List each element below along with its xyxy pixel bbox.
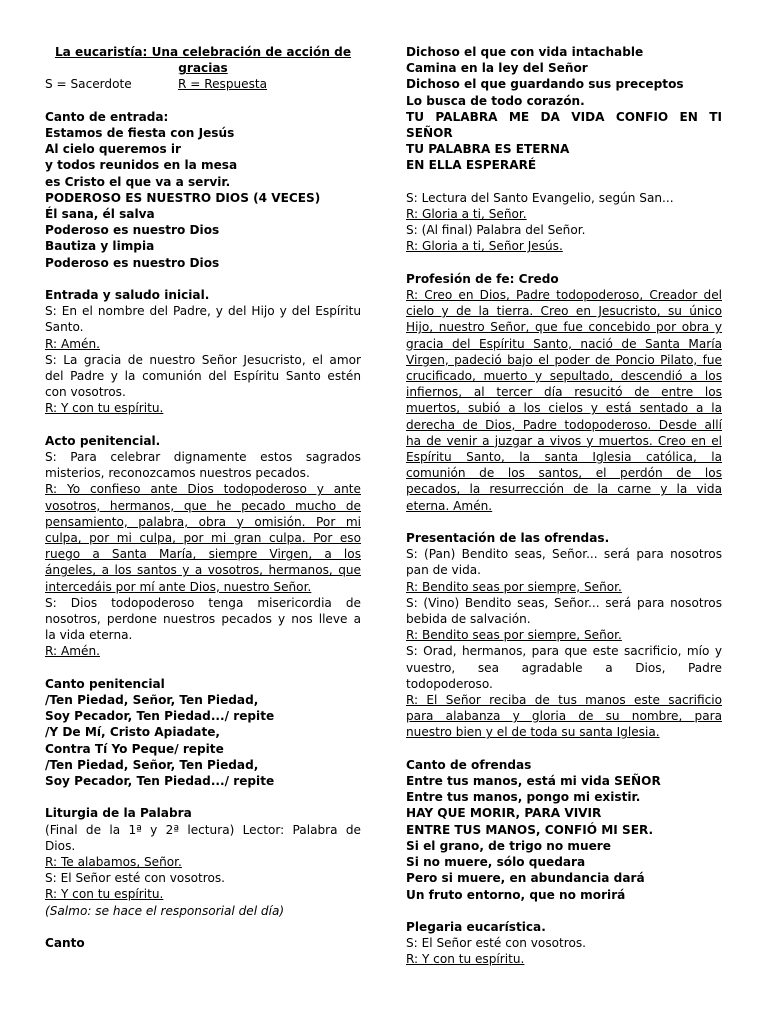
bold-text-line: HAY QUE MORIR, PARA VIVIR (406, 806, 602, 821)
text-line: la vida eterna. (45, 628, 133, 643)
bold-text-line: Entre tus manos, está mi vida SEÑOR (406, 774, 661, 789)
response-line: R: Y con tu espíritu. (406, 952, 525, 967)
blank-line (406, 174, 722, 190)
blank-line (406, 741, 722, 757)
text-line: S: Para celebrar dignamente estos sagrados (45, 450, 361, 465)
bold-text-line: Dichoso el que guardando sus preceptos (406, 77, 684, 92)
text-line: S: (Al final) Palabra del Señor. (406, 223, 586, 238)
legend-sacerdote: S = Sacerdote (45, 77, 132, 92)
bold-text-line: Canto de ofrendas (406, 757, 532, 772)
response-line: muertos, subió a los cielos y está sentado a la (406, 401, 722, 416)
response-line: derecha de Dios, Padre todopoderoso. Desde allí (406, 417, 722, 432)
response-line: R: El Señor reciba de tus manos este sacrificio (406, 693, 722, 708)
blank-line (45, 271, 361, 287)
text-line: S: (Pan) Bendito seas, Señor... será para nosotros (406, 547, 722, 562)
bold-text-line: Un fruto entorno, que no morirá (406, 887, 626, 902)
response-line: R: Te alabamos, Señor. (45, 855, 182, 870)
bold-text-line: Bautiza y limpia (45, 239, 155, 254)
text-line: S: El Señor esté con vosotros. (45, 871, 226, 886)
response-line: R: Amén. (45, 336, 100, 351)
left-column (45, 44, 361, 951)
response-line: ha de venir a juzgar a vivos y muertos. Creo en el (406, 433, 722, 448)
bold-text-line: es Cristo el que va a servir. (45, 174, 231, 189)
response-line: intercedáis por mí ante Dios, nuestro Señor. (45, 579, 312, 594)
response-line: R: Y con tu espíritu. (45, 887, 164, 902)
response-line: R: Creo en Dios, Padre todopoderoso, Creador del (406, 288, 722, 303)
response-line: R: Yo confieso ante Dios todopoderoso y ante (45, 482, 361, 497)
text-line: S: Dios todopoderoso tenga misericordia de (45, 595, 361, 610)
bold-text-line: Poderoso es nuestro Dios (45, 223, 220, 238)
blank-line (45, 789, 361, 805)
bold-text-line: Entre tus manos, pongo mi existir. (406, 790, 641, 805)
response-line: culpa, por mi culpa, por mi gran culpa. Por eso (45, 531, 361, 546)
italic-note-line: (Salmo: se hace el responsorial del día) (45, 903, 285, 918)
response-line: R: Y con tu espíritu. (45, 401, 164, 416)
bold-text-line: /Ten Piedad, Señor, Ten Piedad, (45, 757, 259, 772)
response-line: R: Gloria a ti, Señor Jesús. (406, 239, 563, 254)
bold-text-line: Dichoso el que con vida intachable (406, 45, 644, 59)
response-line: ruego a Santa María, siempre Virgen, a los (45, 547, 361, 562)
bold-text-line: Si no muere, sólo quedara (406, 855, 586, 870)
blank-line (406, 514, 722, 530)
response-line: nuestro bien y el de toda su santa Iglesia. (406, 725, 660, 740)
response-line: ángeles, a los santos y a vosotros, hermanos, que (45, 563, 361, 578)
text-line: vuestro, sea agradable a Dios, Padre (406, 660, 722, 675)
bold-text-line: Canto de entrada: (45, 109, 169, 124)
response-line: R: Gloria a ti, Señor. (406, 207, 527, 222)
response-line: comunión de los santos, el perdón de los (406, 466, 722, 481)
text-line: (Final de la 1ª y 2ª lectura) Lector: Palabra de (45, 822, 361, 837)
bold-text-line: EN ELLA ESPERARÉ (406, 158, 537, 173)
text-line: Santo. (45, 320, 84, 335)
blank-line (45, 93, 361, 109)
response-line: Espíritu Santo, la santa Iglesia católica, la (406, 450, 722, 465)
response-line: pecados, la resurrección de la carne y la vida (406, 482, 722, 497)
text-line: S: (Vino) Bendito seas, Señor... será para nosotros (406, 595, 722, 610)
bold-text-line: Canto penitencial (45, 676, 165, 691)
response-line: eterna. Amén. (406, 498, 493, 513)
bold-text-line: y todos reunidos en la mesa (45, 158, 238, 173)
bold-text-line: Liturgia de la Palabra (45, 806, 192, 821)
bold-text-line: Canto (45, 936, 85, 951)
bold-text-line: Lo busca de todo corazón. (406, 93, 585, 108)
text-line: S: La gracia de nuestro Señor Jesucristo, el amor (45, 352, 361, 367)
blank-line (45, 660, 361, 676)
text-line: S: El Señor esté con vosotros. (406, 936, 587, 951)
bold-text-line: Contra Tí Yo Peque/ repite (45, 741, 224, 756)
text-line: bebida de salvación. (406, 612, 531, 627)
blank-line (45, 919, 361, 935)
bold-text-line: Plegaria eucarística. (406, 919, 546, 934)
text-line: pan de vida. (406, 563, 482, 578)
bold-text-line: Al cielo queremos ir (45, 142, 181, 157)
text-line: S: Lectura del Santo Evangelio, según San... (406, 190, 674, 205)
bold-text-line: Acto penitencial. (45, 433, 161, 448)
response-line: R: Bendito seas por siempre, Señor. (406, 579, 622, 594)
right-column (406, 44, 722, 968)
bold-text-line: Soy Pecador, Ten Piedad.../ repite (45, 709, 275, 724)
legend-respuesta: R = Respuesta (178, 77, 268, 92)
response-line: R: Bendito seas por siempre, Señor. (406, 628, 622, 643)
text-line: Dios. (45, 838, 76, 853)
bold-text-line: TU PALABRA ES ETERNA (406, 142, 570, 157)
response-line: Virgen, padeció bajo el poder de Poncio Pilato, fue (406, 352, 722, 367)
bold-text-line: Soy Pecador, Ten Piedad.../ repite (45, 774, 275, 789)
bold-text-line: PODEROSO ES NUESTRO DIOS (4 VECES) (45, 190, 321, 205)
bold-text-line: /Ten Piedad, Señor, Ten Piedad, (45, 693, 259, 708)
text-line: S: En el nombre del Padre, y del Hijo y del Espíritu (45, 304, 361, 319)
bold-text-line: Poderoso es nuestro Dios (45, 255, 220, 270)
bold-text-line: Estamos de fiesta con Jesús (45, 126, 235, 140)
bold-text-line: SEÑOR (406, 126, 453, 141)
bold-text-line: ENTRE TUS MANOS, CONFIÓ MI SER. (406, 822, 654, 837)
bold-text-line: Entrada y saludo inicial. (45, 288, 210, 303)
legend-row (45, 76, 361, 92)
response-line: vosotros, hermanos, que he pecado mucho de (45, 498, 361, 513)
text-line: todopoderoso. (406, 676, 493, 691)
response-line: infiernos, al tercer día resucitó de entre los (406, 385, 722, 400)
text-line: nosotros, perdone nuestros pecados y nos lleve a (45, 612, 361, 627)
response-line: para alabanza y gloria de su nombre, para (406, 709, 722, 724)
bold-text-line: TU PALABRA ME DA VIDA CONFIO EN TI (406, 109, 722, 124)
bold-text-line: gracias (178, 61, 228, 76)
blank-line (406, 255, 722, 271)
blank-line (45, 417, 361, 433)
text-line: con vosotros. (45, 385, 126, 400)
bold-text-line: Si el grano, de trigo no muere (406, 838, 611, 853)
bold-text-line: Camina en la ley del Señor (406, 61, 588, 76)
blank-line (406, 903, 722, 919)
response-line: cielo y de la tierra. Creo en Jesucristo, su único (406, 304, 722, 319)
text-line: del Padre y la comunión del Espíritu Santo estén (45, 369, 361, 384)
response-line: pensamiento, palabra, obra y omisión. Por mi (45, 514, 361, 529)
response-line: crucificado, muerto y sepultado, descendió a los (406, 369, 722, 384)
response-line: gracia del Espíritu Santo, nació de Santa María (406, 336, 722, 351)
bold-text-line: Pero si muere, en abundancia dará (406, 871, 645, 886)
bold-text-line: Él sana, él salva (45, 207, 155, 222)
bold-text-line: /Y De Mí, Cristo Apiadate, (45, 725, 221, 740)
text-line: misterios, reconozcamos nuestros pecados. (45, 466, 310, 481)
text-line: S: Orad, hermanos, para que este sacrificio, mío y (406, 644, 722, 659)
bold-text-line: La eucaristía: Una celebración de acción de (54, 45, 352, 59)
response-line: R: Amén. (45, 644, 100, 659)
bold-text-line: Presentación de las ofrendas. (406, 531, 610, 546)
response-line: Hijo, nuestro Señor, que fue concebido por obra y (406, 320, 722, 335)
bold-text-line: Profesión de fe: Credo (406, 271, 559, 286)
